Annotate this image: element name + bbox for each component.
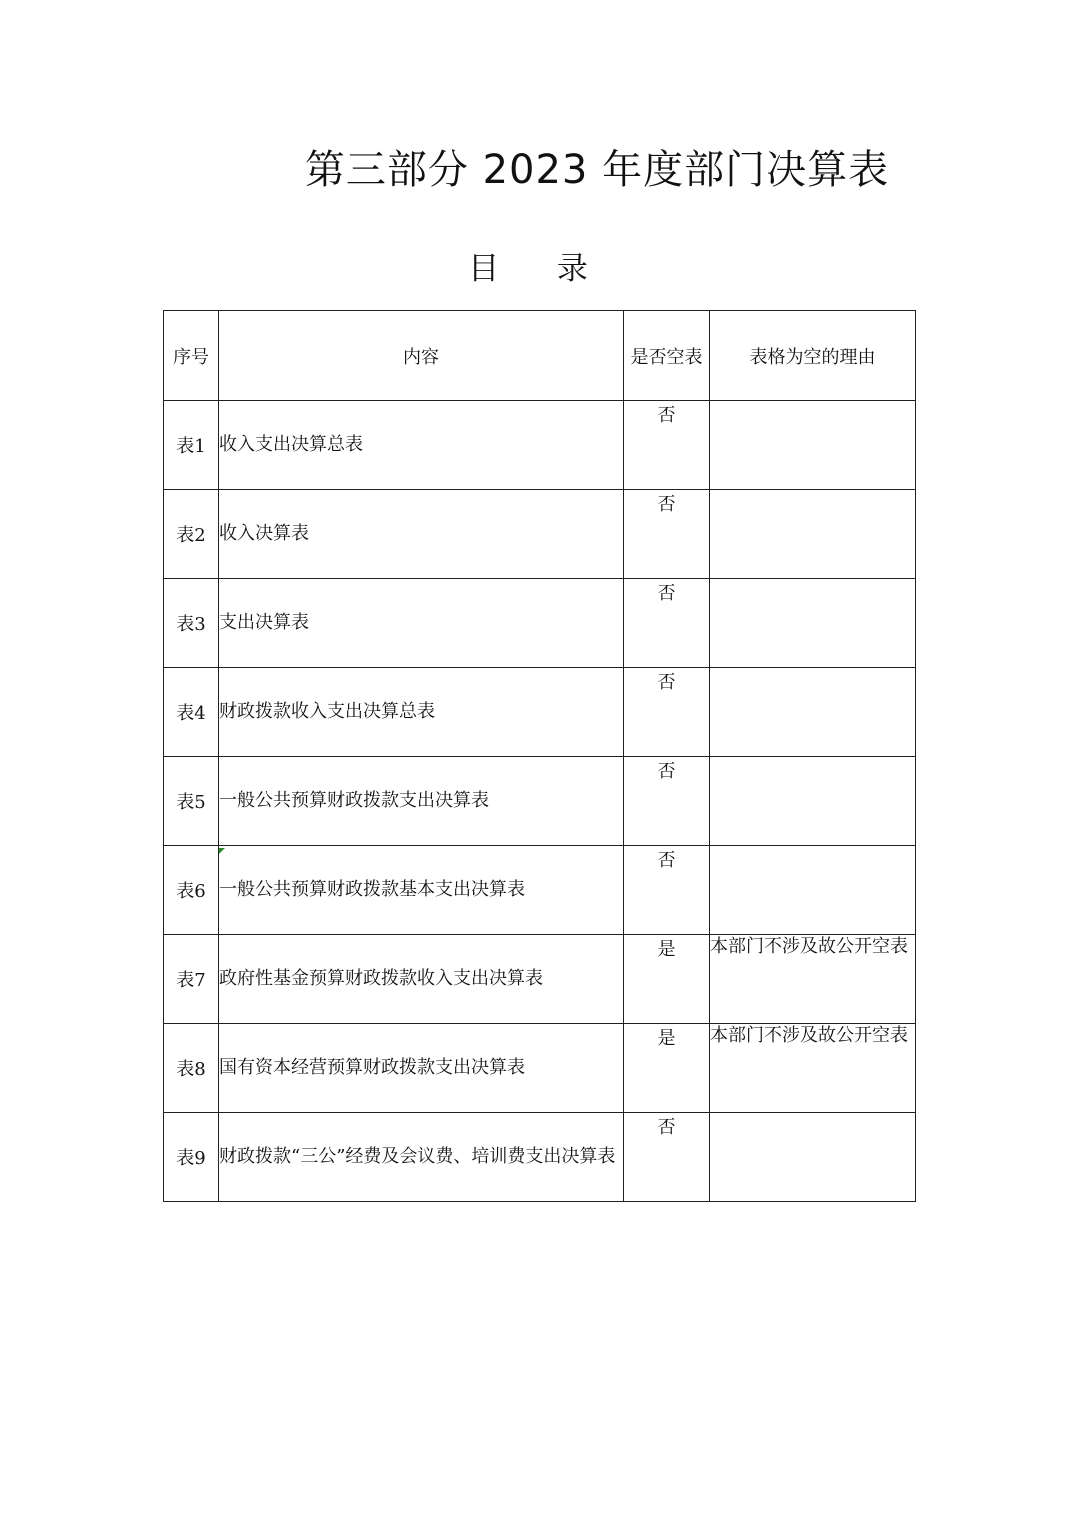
table-row — [164, 846, 916, 935]
row-index: 表7 — [164, 935, 219, 1024]
row-is-empty: 否 — [624, 668, 710, 757]
table-row — [164, 1024, 916, 1113]
table-row — [164, 757, 916, 846]
header-is-empty: 是否空表 — [624, 311, 710, 401]
row-is-empty: 是 — [624, 1024, 710, 1113]
row-is-empty: 是 — [624, 935, 710, 1024]
row-content: 一般公共预算财政拨款支出决算表 — [219, 757, 624, 846]
row-index: 表4 — [164, 668, 219, 757]
row-index: 表9 — [164, 1113, 219, 1202]
row-content: 国有资本经营预算财政拨款支出决算表 — [219, 1024, 624, 1113]
table-row — [164, 668, 916, 757]
row-index: 表6 — [164, 846, 219, 935]
row-is-empty: 否 — [624, 490, 710, 579]
row-reason — [710, 757, 916, 846]
row-reason — [710, 668, 916, 757]
toc-table — [163, 310, 916, 1202]
row-reason: 本部门不涉及故公开空表 — [710, 1024, 916, 1113]
row-index: 表2 — [164, 490, 219, 579]
row-index: 表1 — [164, 401, 219, 490]
row-is-empty: 否 — [624, 846, 710, 935]
row-content: 一般公共预算财政拨款基本支出决算表 — [219, 846, 624, 935]
table-row — [164, 1113, 916, 1202]
row-content: 收入决算表 — [219, 490, 624, 579]
row-index: 表3 — [164, 579, 219, 668]
row-reason — [710, 490, 916, 579]
table-row — [164, 401, 916, 490]
header-reason: 表格为空的理由 — [710, 311, 916, 401]
page-title: 第三部分 2023 年度部门决算表 — [304, 147, 890, 193]
row-content: 政府性基金预算财政拨款收入支出决算表 — [219, 935, 624, 1024]
table-header-row — [164, 311, 916, 401]
row-reason: 本部门不涉及故公开空表 — [710, 935, 916, 1024]
row-is-empty: 否 — [624, 1113, 710, 1202]
row-is-empty: 否 — [624, 579, 710, 668]
cell-comment-marker — [219, 848, 225, 854]
table-row — [164, 490, 916, 579]
table-row — [164, 935, 916, 1024]
row-index: 表8 — [164, 1024, 219, 1113]
toc-heading: 目 录 — [468, 251, 612, 287]
header-index: 序号 — [164, 311, 219, 401]
row-content: 财政拨款“三公”经费及会议费、培训费支出决算表 — [219, 1113, 624, 1202]
row-reason — [710, 1113, 916, 1202]
row-is-empty: 否 — [624, 757, 710, 846]
row-reason — [710, 846, 916, 935]
row-content: 收入支出决算总表 — [219, 401, 624, 490]
row-content: 财政拨款收入支出决算总表 — [219, 668, 624, 757]
row-is-empty: 否 — [624, 401, 710, 490]
row-content: 支出决算表 — [219, 579, 624, 668]
header-content: 内容 — [219, 311, 624, 401]
row-reason — [710, 579, 916, 668]
table-row — [164, 579, 916, 668]
row-reason — [710, 401, 916, 490]
row-index: 表5 — [164, 757, 219, 846]
